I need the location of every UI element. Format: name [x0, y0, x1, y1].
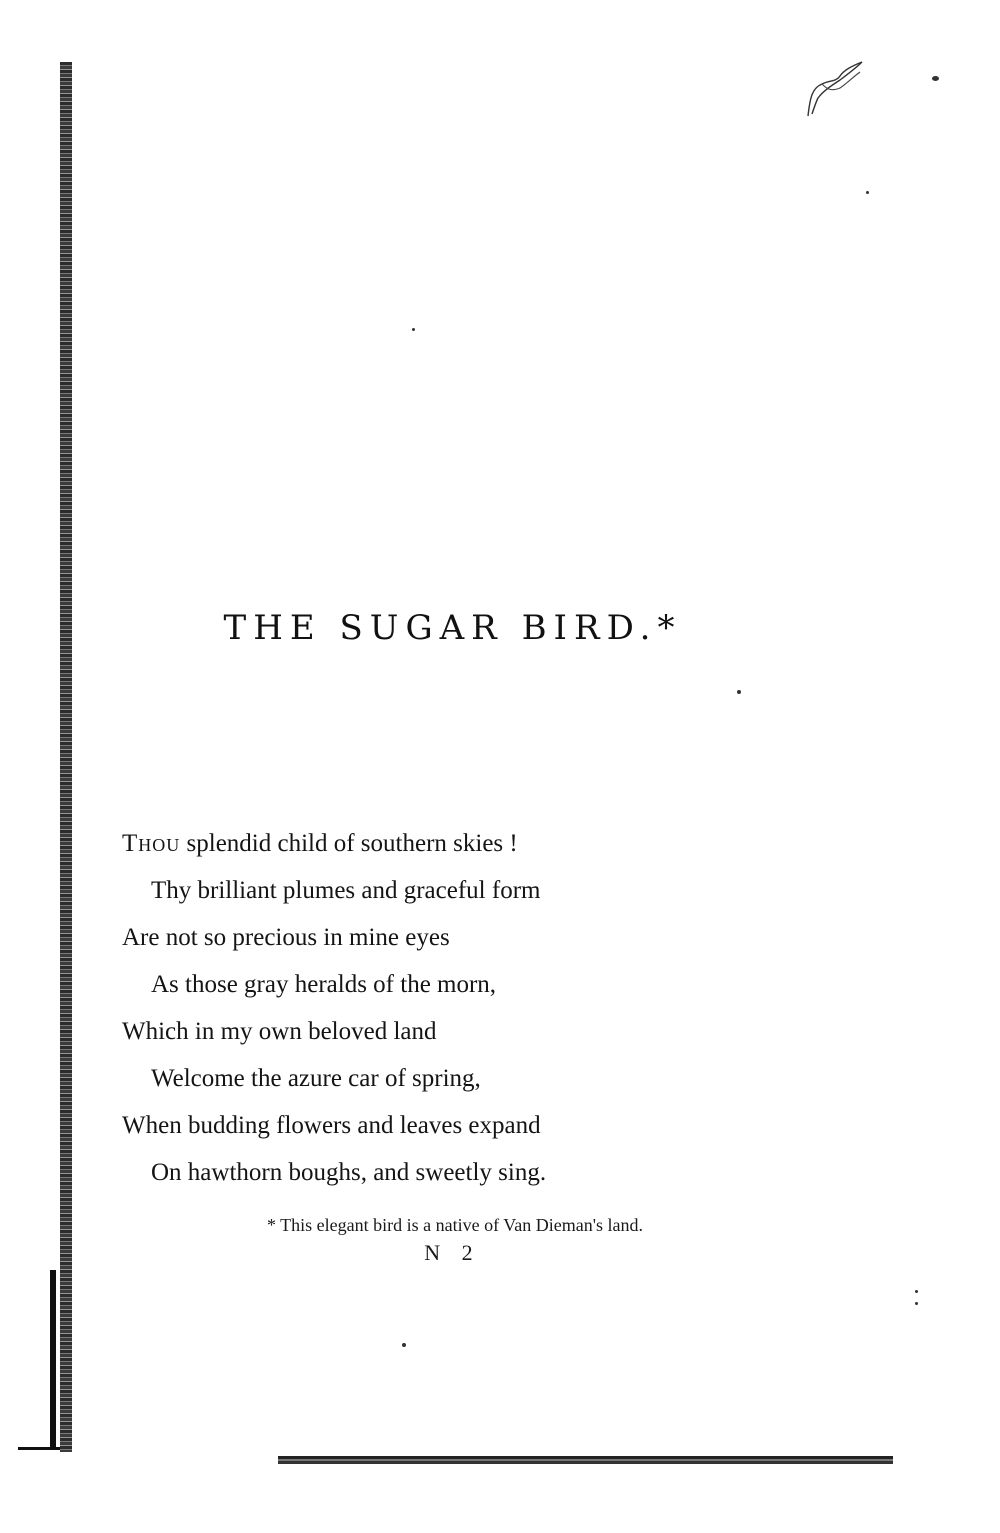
speck [866, 191, 869, 194]
speck [915, 1290, 918, 1293]
page-title: THE SUGAR BIRD.* [223, 608, 682, 648]
footnote: * This elegant bird is a native of Van Dieman's land. [267, 1215, 643, 1235]
binding-edge [50, 1270, 56, 1450]
poem-stanza [122, 820, 742, 1196]
signature-mark: N 2 [424, 1240, 481, 1265]
poem-line: Which in my own beloved land [122, 1018, 437, 1045]
speck [737, 690, 741, 694]
poem-line: As those gray heralds of the morn, [151, 971, 497, 998]
bottom-rule [278, 1456, 893, 1464]
speck [915, 1302, 918, 1305]
poem-line: Thy brilliant plumes and graceful form [151, 877, 541, 904]
pencil-mark-icon [800, 58, 870, 122]
speck [932, 76, 939, 81]
poem-line-text: splendid child of southern skies ! [180, 830, 518, 857]
poem-line: Are not so precious in mine eyes [122, 924, 450, 951]
poem-line [122, 820, 742, 867]
poem-line: When budding flowers and leaves expand [122, 1112, 541, 1139]
binding-foot [18, 1447, 60, 1450]
poem-line: On hawthorn boughs, and sweetly sing. [151, 1159, 547, 1186]
speck [412, 328, 415, 331]
poem-first-word: Thou [122, 830, 181, 857]
poem-line: Welcome the azure car of spring, [151, 1065, 481, 1092]
speck [402, 1343, 406, 1347]
